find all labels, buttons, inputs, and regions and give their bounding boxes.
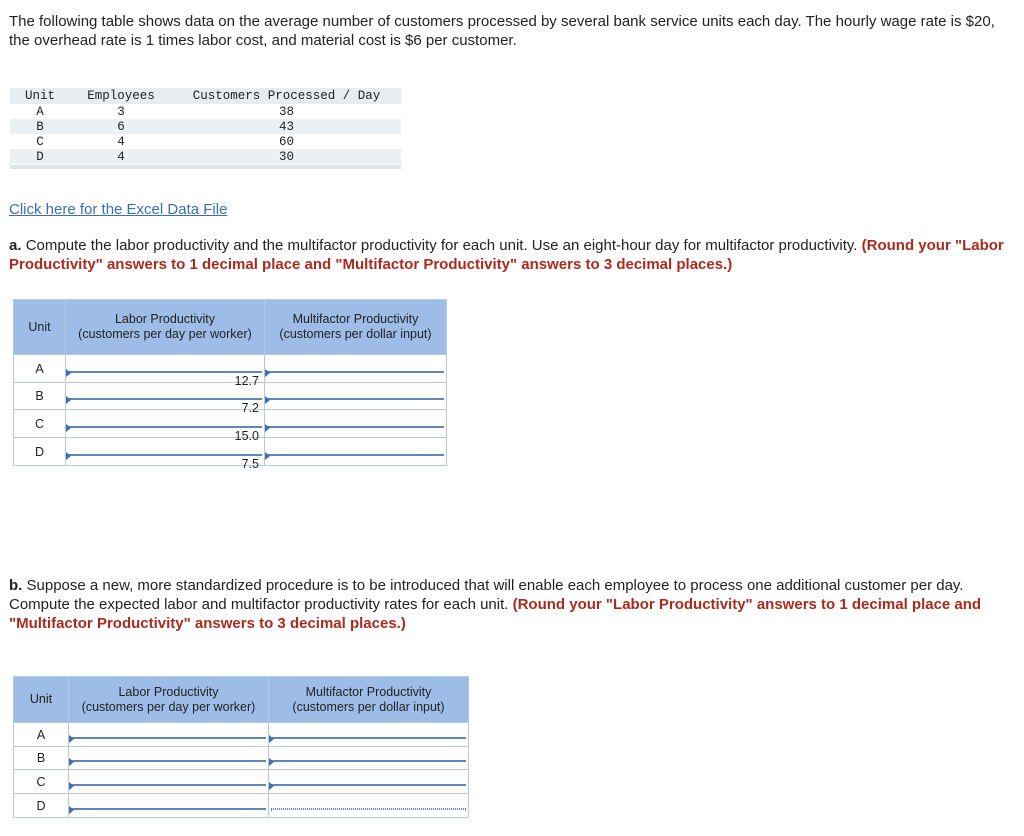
- input-flag-icon: [265, 452, 270, 460]
- row-unit: C: [14, 770, 69, 794]
- col-labor-title: Labor Productivity: [114, 312, 216, 326]
- part-a-instruction: (Round your "Labor Productivity" answers to 1 decimal place and "Multifactor Productivity" answers to 3 decimal places.): [9, 237, 1004, 273]
- labor-input[interactable]: [71, 808, 266, 810]
- col-multifactor-productivity: [265, 300, 447, 355]
- labor-input[interactable]: 7.5: [68, 454, 262, 456]
- table-row: [14, 355, 447, 383]
- multifactor-input[interactable]: [271, 808, 466, 810]
- row-unit: C: [14, 410, 66, 438]
- part-a-label: a.: [9, 237, 22, 254]
- multifactor-input[interactable]: [267, 371, 444, 373]
- part-b-text: Suppose a new, more standardized procedure is to be introduced that will enable each employee to process one additional customer per day. Compute the expected labor and multifactor productivity rates for each unit.: [9, 577, 964, 613]
- row-unit: D: [36, 149, 44, 164]
- labor-input[interactable]: [71, 784, 266, 786]
- input-flag-icon: [269, 782, 274, 790]
- table-row: [10, 149, 401, 164]
- problem-intro: The following table shows data on the average number of customers processed by several bank service units each day. The hourly wage rate is $20, the overhead rate is 1 times labor cost, and material cost is $6 per customer.: [9, 13, 995, 49]
- header-employees: Employees: [87, 89, 155, 103]
- input-flag-icon: [265, 369, 270, 377]
- col-multifactor-productivity: [269, 677, 469, 723]
- col-labor-productivity: [69, 677, 269, 723]
- part-a-answer-table: [13, 299, 447, 471]
- table-row: [14, 410, 447, 438]
- input-flag-icon: [66, 424, 71, 432]
- labor-input[interactable]: 7.2: [68, 398, 262, 400]
- input-flag-icon: [66, 396, 71, 404]
- row-employees: 3: [117, 104, 125, 119]
- input-flag-icon: [269, 758, 274, 766]
- col-unit: Unit: [14, 677, 69, 723]
- row-employees: 6: [117, 119, 125, 134]
- col-multi-title: Multifactor Productivity: [305, 684, 432, 699]
- labor-input[interactable]: [71, 760, 266, 762]
- multifactor-input[interactable]: [267, 426, 444, 428]
- labor-input[interactable]: [71, 737, 266, 739]
- col-labor-subtitle: (customers per day per worker): [81, 699, 256, 714]
- row-unit: D: [14, 438, 66, 466]
- col-labor-productivity: [66, 300, 265, 355]
- data-table: [10, 88, 401, 169]
- row-customers: 30: [278, 149, 294, 164]
- table-row: [14, 770, 469, 794]
- row-unit: B: [14, 383, 66, 410]
- answer-table-header: [14, 677, 469, 723]
- row-customers: 38: [278, 104, 294, 119]
- row-unit: A: [14, 723, 69, 747]
- row-employees: 4: [117, 149, 125, 164]
- input-flag-icon: [69, 758, 74, 766]
- row-customers: 43: [278, 119, 294, 134]
- input-flag-icon: [66, 452, 71, 460]
- answer-table-header: [14, 300, 447, 355]
- col-unit: Unit: [14, 300, 66, 355]
- row-customers: 60: [278, 134, 294, 149]
- table-row: [10, 134, 401, 149]
- table-row: [10, 104, 401, 119]
- input-flag-icon: [269, 735, 274, 743]
- labor-input[interactable]: 15.0: [68, 426, 262, 428]
- data-table-header: [10, 88, 401, 104]
- part-b-question: [9, 576, 1009, 633]
- part-a-text: Compute the labor productivity and the multifactor productivity for each unit. Use an eight-hour day for multifactor productivity.: [25, 237, 858, 254]
- input-flag-icon: [265, 396, 270, 404]
- labor-input[interactable]: 12.7: [68, 371, 262, 373]
- row-unit: A: [36, 104, 44, 119]
- header-customers: Customers Processed / Day: [192, 89, 381, 103]
- table-row: [14, 438, 447, 466]
- input-flag-icon: [265, 424, 270, 432]
- multifactor-input[interactable]: [271, 760, 466, 762]
- row-employees: 4: [117, 134, 125, 149]
- table-row: [14, 794, 469, 818]
- input-flag-icon: [66, 369, 71, 377]
- table-row: [10, 119, 401, 134]
- multifactor-input[interactable]: [267, 454, 444, 456]
- col-labor-title: Labor Productivity: [118, 684, 219, 699]
- excel-data-link[interactable]: Click here for the Excel Data File: [9, 201, 228, 218]
- input-flag-icon: [69, 782, 74, 790]
- table-row: [14, 723, 469, 747]
- multifactor-input[interactable]: [267, 398, 444, 400]
- part-b-label: b.: [9, 577, 23, 594]
- row-unit: B: [14, 747, 69, 770]
- col-multi-subtitle: (customers per dollar input): [279, 327, 432, 341]
- row-unit: B: [36, 119, 44, 134]
- input-flag-icon: [69, 735, 74, 743]
- row-unit: A: [14, 355, 66, 383]
- part-b-answer-table: [13, 676, 469, 818]
- col-multi-subtitle: (customers per dollar input): [292, 699, 445, 714]
- part-a-question: [9, 236, 1009, 274]
- col-multi-title: Multifactor Productivity: [292, 312, 419, 326]
- part-b-instruction: (Round your "Labor Productivity" answers to 1 decimal place and "Multifactor Productivity" answers to 3 decimal places.): [9, 596, 982, 632]
- row-unit: C: [36, 134, 44, 149]
- header-unit: Unit: [24, 89, 55, 103]
- input-flag-icon: [69, 806, 74, 814]
- table-row: [14, 747, 469, 770]
- col-labor-subtitle: (customers per day per worker): [78, 327, 252, 341]
- row-unit: D: [14, 794, 69, 818]
- multifactor-input[interactable]: [271, 737, 466, 739]
- table-row: [14, 383, 447, 410]
- multifactor-input[interactable]: [271, 784, 466, 786]
- table-divider: [10, 165, 401, 169]
